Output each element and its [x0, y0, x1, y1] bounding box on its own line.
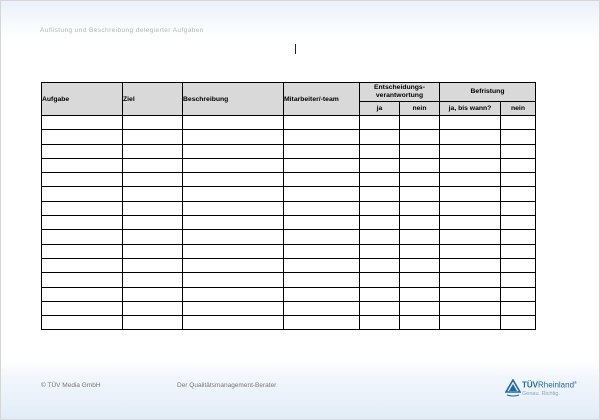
table-row: [42, 144, 536, 158]
column-header-ziel: Ziel: [123, 83, 183, 116]
table-cell[interactable]: [400, 273, 440, 287]
table-cell[interactable]: [400, 187, 440, 201]
table-row: [42, 316, 536, 330]
table-cell[interactable]: [360, 201, 400, 215]
table-cell[interactable]: [42, 301, 123, 315]
table-cell[interactable]: [123, 258, 183, 272]
brand-name: [522, 380, 577, 390]
table-cell[interactable]: [400, 244, 440, 258]
table-cell[interactable]: [400, 301, 440, 315]
table-cell[interactable]: [400, 287, 440, 301]
table-cell[interactable]: [42, 244, 123, 258]
footer-copyright: © TÜV Media GmbH: [41, 382, 101, 389]
table-cell[interactable]: [360, 158, 400, 172]
table-cell[interactable]: [183, 258, 284, 272]
table-cell[interactable]: [123, 216, 183, 230]
table-cell[interactable]: [400, 258, 440, 272]
table-row: [42, 244, 536, 258]
table-cell[interactable]: [360, 230, 400, 244]
table-cell[interactable]: [183, 316, 284, 330]
column-header-befristung-ja: ja, bis wann?: [440, 102, 501, 116]
table-row: [42, 216, 536, 230]
table-cell[interactable]: [400, 201, 440, 215]
table-cell[interactable]: [440, 287, 501, 301]
table-cell[interactable]: [284, 258, 360, 272]
table-cell[interactable]: [440, 244, 501, 258]
table-cell[interactable]: [183, 187, 284, 201]
table-cell[interactable]: [360, 244, 400, 258]
document-header-title: Auflistung und Beschreibung delegierter Aufgaben: [40, 27, 204, 34]
table-cell[interactable]: [284, 116, 360, 130]
table-cell[interactable]: [123, 201, 183, 215]
table-cell[interactable]: [183, 287, 284, 301]
table-cell[interactable]: [501, 316, 536, 330]
table-cell[interactable]: [501, 144, 536, 158]
table-cell[interactable]: [440, 216, 501, 230]
brand-registered-mark: ®: [574, 380, 577, 385]
table-cell[interactable]: [284, 301, 360, 315]
table-cell[interactable]: [183, 244, 284, 258]
table-cell[interactable]: [360, 301, 400, 315]
table-row: [42, 201, 536, 215]
table-cell[interactable]: [183, 158, 284, 172]
table-cell[interactable]: [360, 116, 400, 130]
tuv-triangle-icon: [505, 379, 521, 397]
table-cell[interactable]: [42, 187, 123, 201]
column-header-beschreibung: Beschreibung: [183, 83, 284, 116]
table-cell[interactable]: [284, 130, 360, 144]
column-group-befristung: Befristung: [440, 83, 536, 102]
table-cell[interactable]: [42, 316, 123, 330]
table-cell[interactable]: [42, 116, 123, 130]
table-cell[interactable]: [501, 287, 536, 301]
table-cell[interactable]: [440, 230, 501, 244]
table-cell[interactable]: [123, 273, 183, 287]
table-cell[interactable]: [501, 116, 536, 130]
table-row: [42, 130, 536, 144]
table-cell[interactable]: [284, 158, 360, 172]
column-header-entscheidung-ja: ja: [360, 102, 400, 116]
column-header-befristung-nein: nein: [501, 102, 536, 116]
table-cell[interactable]: [123, 301, 183, 315]
table-cell[interactable]: [501, 301, 536, 315]
table-cell[interactable]: [183, 216, 284, 230]
tuv-rheinland-logo: [505, 379, 595, 401]
table-cell[interactable]: [400, 173, 440, 187]
table-cell[interactable]: [42, 173, 123, 187]
table-cell[interactable]: [183, 230, 284, 244]
table-row: [42, 230, 536, 244]
table-cell[interactable]: [284, 273, 360, 287]
table-cell[interactable]: [123, 244, 183, 258]
table-cell[interactable]: [400, 216, 440, 230]
brand-name-bold: TÜV: [522, 380, 538, 390]
table-cell[interactable]: [42, 144, 123, 158]
table-cell[interactable]: [284, 216, 360, 230]
table-cell[interactable]: [440, 158, 501, 172]
table-cell[interactable]: [123, 316, 183, 330]
column-header-mitarbeiter: Mitarbeiter/-team: [284, 83, 360, 116]
table-cell[interactable]: [123, 130, 183, 144]
column-header-entscheidung-nein: nein: [400, 102, 440, 116]
table-cell[interactable]: [440, 130, 501, 144]
table-cell[interactable]: [360, 187, 400, 201]
table-row: [42, 287, 536, 301]
table-cell[interactable]: [440, 144, 501, 158]
table-cell[interactable]: [501, 244, 536, 258]
table-row: [42, 116, 536, 130]
table-cell[interactable]: [440, 258, 501, 272]
table-row: [42, 273, 536, 287]
table-cell[interactable]: [123, 144, 183, 158]
table-cell[interactable]: [360, 173, 400, 187]
column-group-entscheidungsverantwortung: Entscheidungs-verantwortung: [360, 83, 440, 102]
table-cell[interactable]: [183, 144, 284, 158]
table-row: [42, 158, 536, 172]
table-cell[interactable]: [183, 173, 284, 187]
brand-tagline: Genau. Richtig.: [522, 391, 560, 397]
table-cell[interactable]: [284, 144, 360, 158]
table-cell[interactable]: [42, 230, 123, 244]
table-cell[interactable]: [284, 287, 360, 301]
table-cell[interactable]: [42, 130, 123, 144]
table-cell[interactable]: [183, 116, 284, 130]
table-cell[interactable]: [440, 316, 501, 330]
table-cell[interactable]: [400, 158, 440, 172]
table-cell[interactable]: [400, 144, 440, 158]
table-row: [42, 173, 536, 187]
table-cell[interactable]: [42, 287, 123, 301]
column-header-aufgabe: Aufgabe: [42, 83, 123, 116]
table-cell[interactable]: [123, 173, 183, 187]
table-cell[interactable]: [360, 287, 400, 301]
table-cell[interactable]: [360, 273, 400, 287]
table-body: [42, 116, 536, 330]
table-cell[interactable]: [284, 201, 360, 215]
table-cell[interactable]: [501, 201, 536, 215]
table-cell[interactable]: [440, 301, 501, 315]
table-cell[interactable]: [284, 244, 360, 258]
table-cell[interactable]: [360, 130, 400, 144]
brand-name-light: Rheinland: [538, 380, 575, 390]
table-cell[interactable]: [183, 130, 284, 144]
table-cell[interactable]: [501, 187, 536, 201]
table-cell[interactable]: [400, 316, 440, 330]
table-cell[interactable]: [284, 173, 360, 187]
table-cell[interactable]: [400, 230, 440, 244]
table-cell[interactable]: [123, 116, 183, 130]
table-cell[interactable]: [183, 201, 284, 215]
text-cursor: [295, 44, 296, 54]
table-cell[interactable]: [360, 216, 400, 230]
table-cell[interactable]: [360, 144, 400, 158]
table-cell[interactable]: [42, 273, 123, 287]
table-cell[interactable]: [440, 201, 501, 215]
table-cell[interactable]: [400, 130, 440, 144]
table-cell[interactable]: [183, 301, 284, 315]
table-cell[interactable]: [42, 258, 123, 272]
table-cell[interactable]: [123, 230, 183, 244]
table-cell[interactable]: [501, 173, 536, 187]
table-cell[interactable]: [440, 273, 501, 287]
table-cell[interactable]: [501, 158, 536, 172]
table-cell[interactable]: [284, 316, 360, 330]
table-cell[interactable]: [501, 258, 536, 272]
table-cell[interactable]: [284, 230, 360, 244]
table-cell[interactable]: [400, 116, 440, 130]
table-cell[interactable]: [42, 201, 123, 215]
table-cell[interactable]: [123, 287, 183, 301]
table-cell[interactable]: [284, 187, 360, 201]
table-cell[interactable]: [440, 187, 501, 201]
footer-publication: Der Qualitätsmanagement-Berater: [177, 382, 277, 389]
table-cell[interactable]: [501, 230, 536, 244]
table-cell[interactable]: [42, 216, 123, 230]
table-cell[interactable]: [183, 273, 284, 287]
table-cell[interactable]: [440, 173, 501, 187]
table-cell[interactable]: [501, 273, 536, 287]
table-row: [42, 258, 536, 272]
table-cell[interactable]: [360, 258, 400, 272]
table-row: [42, 301, 536, 315]
table-cell[interactable]: [360, 316, 400, 330]
table-cell[interactable]: [501, 130, 536, 144]
table-cell[interactable]: [123, 187, 183, 201]
table-cell[interactable]: [123, 158, 183, 172]
table-cell[interactable]: [440, 116, 501, 130]
table-cell[interactable]: [501, 216, 536, 230]
table-cell[interactable]: [42, 158, 123, 172]
table-row: [42, 187, 536, 201]
delegated-tasks-table: [41, 82, 536, 330]
